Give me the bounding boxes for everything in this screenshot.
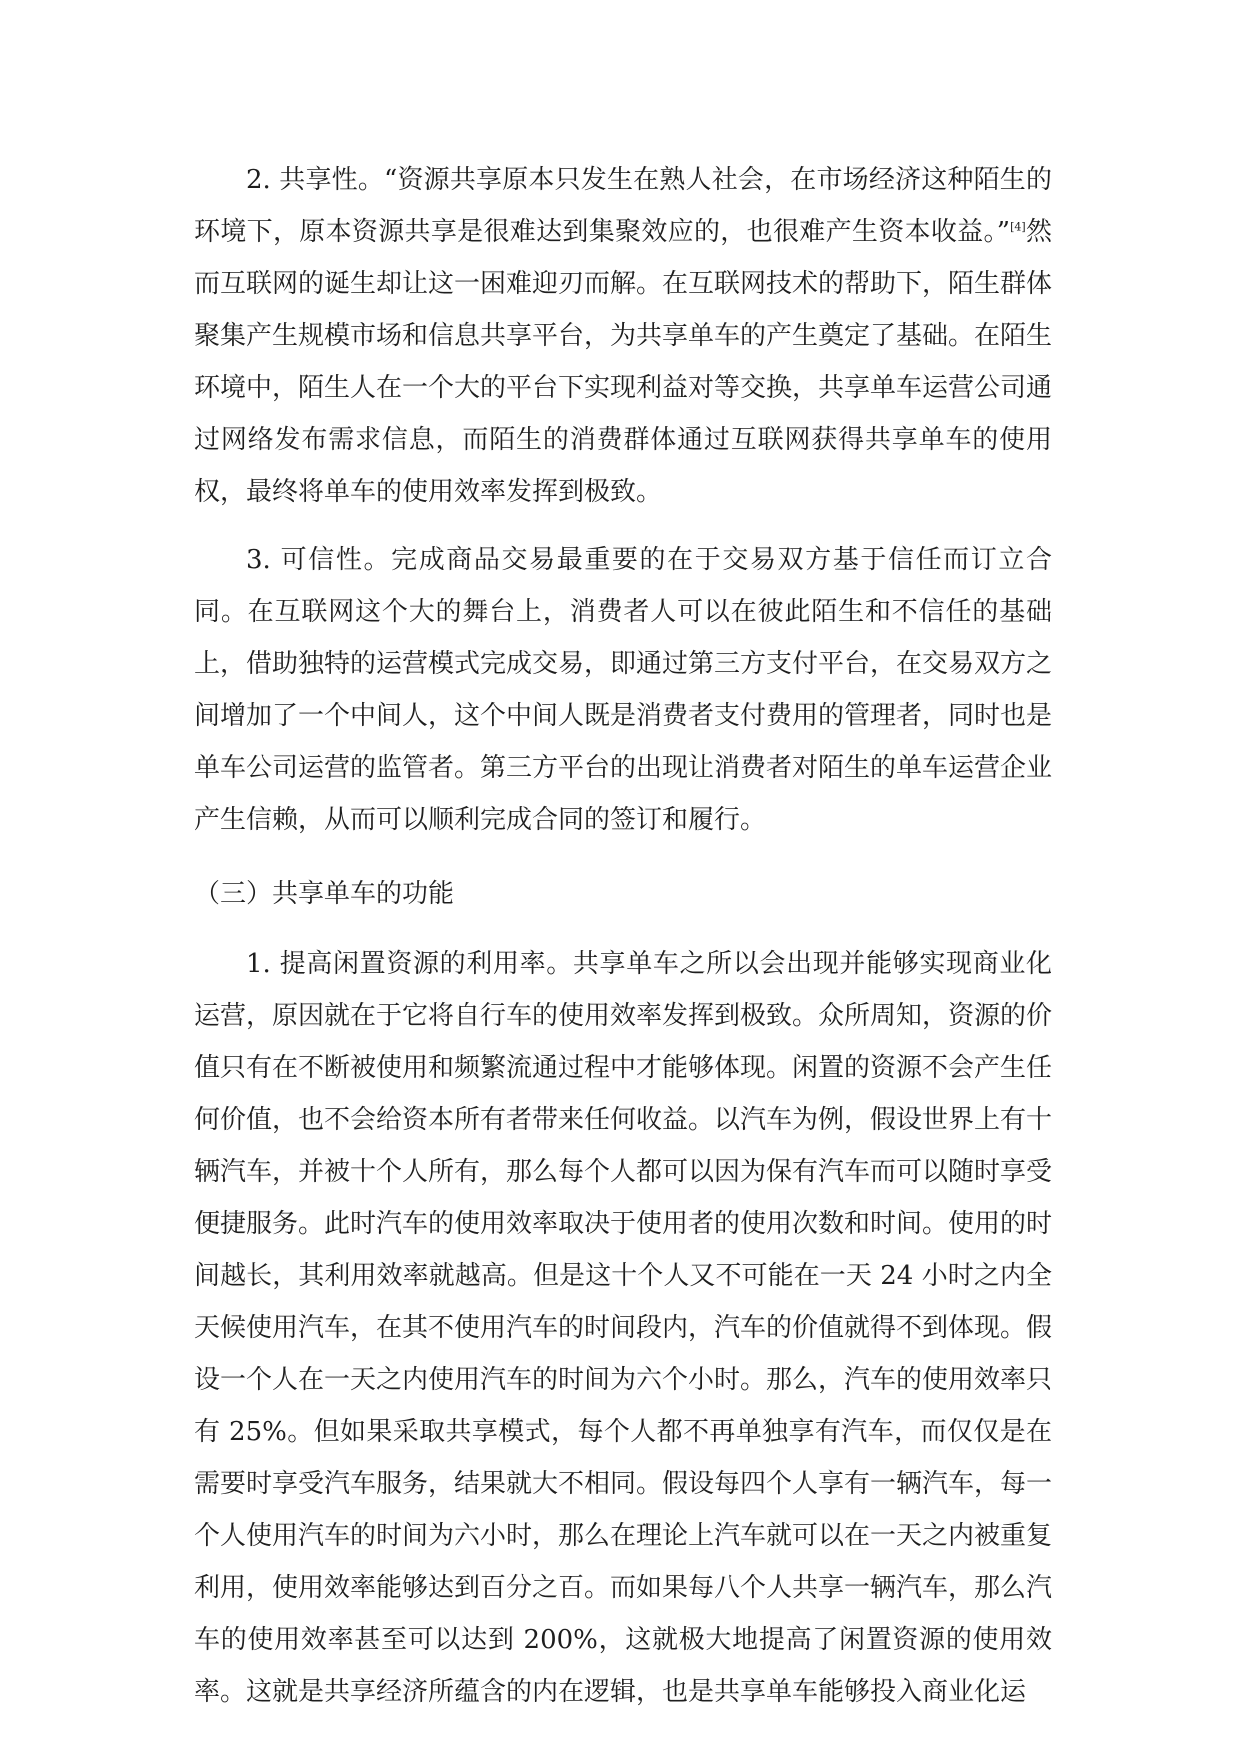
paragraph-trust: 3. 可信性。完成商品交易最重要的在于交易双方基于信任而订立合同。在互联网这个大的舞台上，消费者人可以在彼此陌生和不信任的基础上，借助独特的运营模式完成交易，即通过第三方支付平台，在交易双方之间增加了一个中间人，这个中间人既是消费者支付费用的管理者，同时也是单车公司运营的监管者。第三方平台的出现让消费者对陌生的单车运营企业产生信赖，从而可以顺利完成合同的签订和履行。 (194, 545, 1053, 835)
paragraph-sharing (194, 154, 1052, 518)
paragraph-sharing-text: 2. 共享性。“资源共享原本只发生在熟人社会，在市场经济这种陌生的环境下，原本资源共享是很难达到集聚效应的，也很难产生资本收益。” (194, 165, 1052, 247)
paragraph-utilization: 1. 提高闲置资源的利用率。共享单车之所以会出现并能够实现商业化运营，原因就在于它将自行车的使用效率发挥到极致。众所周知，资源的价值只有在不断被使用和频繁流通过程中才能够体现。闲置的资源不会产生任何价值，也不会给资本所有者带来任何收益。以汽车为例，假设世界上有十辆汽车，并被十个人所有，那么每个人都可以因为保有汽车而可以随时享受便捷服务。此时汽车的使用效率取决于使用者的使用次数和时间。使用的时间越长，其利用效率就越高。但是这十个人又不可能在一天 24 小时之内全天候使用汽车，在其不使用汽车的时间段内，汽车的价值就得不到体现。假设一个人在一天之内使用汽车的时间为六个小时。那么，汽车的使用效率只有 25%。但如果采取共享模式，每个人都不再单独享有汽车，而仅仅是在需要时享受汽车服务，结果就大不相同。假设每四个人享有一辆汽车，每一个人使用汽车的时间为六小时，那么在理论上汽车就可以在一天之内被重复利用，使用效率能够达到百分之百。而如果每八个人共享一辆汽车，那么汽车的使用效率甚至可以达到 200%，这就极大地提高了闲置资源的使用效率。这就是共享经济所蕴含的内在逻辑，也是共享单车能够投入商业化运 (194, 949, 1053, 1707)
section-heading: （三）共享单车的功能 (194, 879, 455, 909)
paragraph-sharing-text-cont: 然而互联网的诞生却让这一困难迎刃而解。在互联网技术的帮助下，陌生群体聚集产生规模市场和信息共享平台，为共享单车的产生奠定了基础。在陌生环境中，陌生人在一个大的平台下实现利益对等交换，共享单车运营公司通过网络发布需求信息，而陌生的消费群体通过互联网获得共享单车的使用权，最终将单车的使用效率发挥到极致。 (194, 217, 1053, 507)
citation-marker: [4] (1010, 220, 1026, 234)
document-page (194, 154, 1052, 1718)
